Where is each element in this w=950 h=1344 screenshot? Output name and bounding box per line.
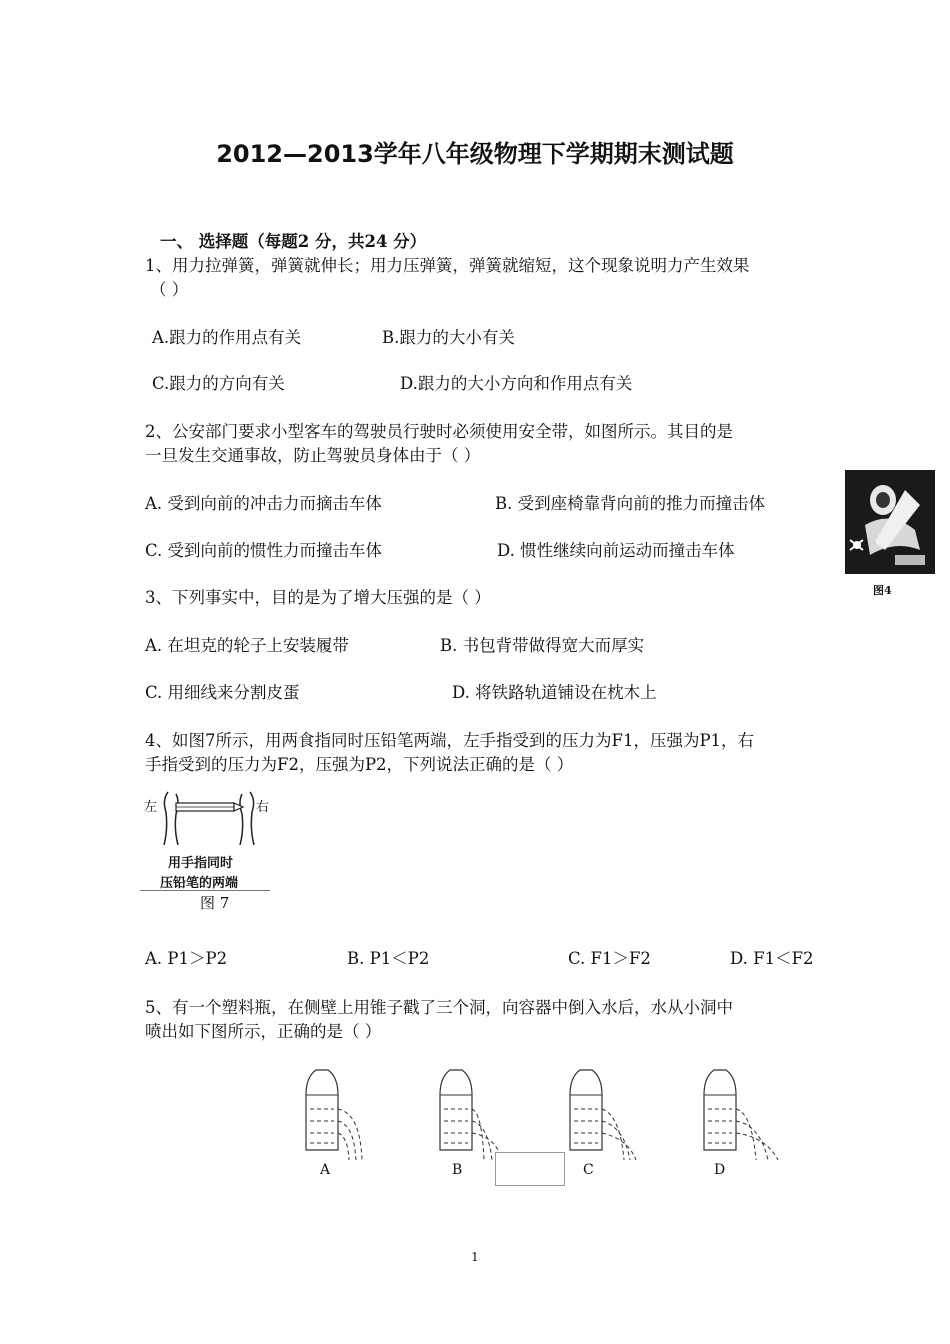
seatbelt-driver-image bbox=[845, 470, 935, 574]
page-number: 1 bbox=[471, 1250, 479, 1264]
bottle-b-icon bbox=[440, 1070, 502, 1160]
q2-option-d: D. 惯性继续向前运动而撞击车体 bbox=[497, 541, 735, 560]
q1-option-b: B.跟力的大小有关 bbox=[382, 328, 515, 347]
q4-option-a: A. P1＞P2 bbox=[145, 949, 228, 968]
q4-stem-line1: 4、如图7所示，用两食指同时压铅笔两端，左手指受到的压力为F1，压强为P1，右 bbox=[145, 731, 755, 750]
q4-option-c: C. F1＞F2 bbox=[568, 949, 651, 968]
fig7-caption-line2: 压铅笔的两端 bbox=[160, 876, 239, 891]
bottle-c-label: C bbox=[583, 1162, 594, 1178]
q3-option-a: A. 在坦克的轮子上安装履带 bbox=[145, 636, 349, 655]
q1-option-d: D.跟力的大小方向和作用点有关 bbox=[400, 374, 633, 393]
q5-stem-line1: 5、有一个塑料瓶，在侧壁上用锥子戳了三个洞，向容器中倒入水后，水从小洞中 bbox=[145, 998, 733, 1017]
q2-stem-line1: 2、公安部门要求小型客车的驾驶员行驶时必须使用安全带，如图所示。其目的是 bbox=[145, 422, 733, 441]
fig7-label: 图 7 bbox=[200, 894, 230, 912]
q4-option-b: B. P1＜P2 bbox=[347, 949, 430, 968]
q1-stem-line2: （ ） bbox=[150, 280, 189, 299]
q1-stem-line1: 1、用力拉弹簧，弹簧就伸长；用力压弹簧，弹簧就缩短，这个现象说明力产生效果 bbox=[145, 256, 750, 275]
q2-option-c: C. 受到向前的惯性力而撞击车体 bbox=[145, 541, 383, 560]
q1-option-c: C.跟力的方向有关 bbox=[152, 374, 285, 393]
pencil-hands-drawing bbox=[140, 790, 275, 845]
answer-box bbox=[495, 1152, 565, 1186]
fig7-left-label: 左 bbox=[144, 800, 158, 815]
fig7-caption-line1: 用手指同时 bbox=[168, 856, 234, 871]
page-title: 2012—2013学年八年级物理下学期期末测试题 bbox=[216, 140, 734, 168]
q2-stem-line2: 一旦发生交通事故，防止驾驶员身体由于（ ） bbox=[145, 446, 481, 465]
bottle-c-icon bbox=[570, 1070, 636, 1160]
q2-option-a: A. 受到向前的冲击力而摘击车体 bbox=[145, 494, 382, 513]
q3-option-c: C. 用细线来分割皮蛋 bbox=[145, 683, 300, 702]
q5-stem-line2: 喷出如下图所示，正确的是（ ） bbox=[145, 1022, 382, 1041]
bottle-d-label: D bbox=[714, 1162, 726, 1178]
q3-option-d: D. 将铁路轨道铺设在枕木上 bbox=[452, 683, 657, 702]
q1-option-a: A.跟力的作用点有关 bbox=[152, 328, 302, 347]
seatbelt-driver-drawing bbox=[845, 470, 935, 574]
q4-stem-line2: 手指受到的压力为F2，压强为P2，下列说法正确的是（ ） bbox=[145, 755, 574, 774]
bottle-b-label: B bbox=[452, 1162, 463, 1178]
q3-stem: 3、下列事实中，目的是为了增大压强的是（ ） bbox=[145, 588, 491, 607]
q4-option-d: D. F1＜F2 bbox=[730, 949, 814, 968]
fig7-right-label: 右 bbox=[256, 800, 270, 815]
fig7-divider bbox=[140, 890, 270, 891]
fig4-label: 图4 bbox=[873, 584, 892, 597]
section-heading: 一、 选择题（每题2 分，共24 分） bbox=[160, 232, 427, 251]
bottle-d-icon bbox=[704, 1070, 778, 1160]
bottles-figure bbox=[290, 1065, 790, 1195]
q3-option-b: B. 书包背带做得宽大而厚实 bbox=[440, 636, 645, 655]
q2-option-b: B. 受到座椅靠背向前的推力而撞击体 bbox=[495, 494, 766, 513]
pencil-figure bbox=[140, 790, 275, 915]
bottle-a-label: A bbox=[320, 1162, 331, 1178]
bottle-a-icon bbox=[306, 1070, 362, 1160]
